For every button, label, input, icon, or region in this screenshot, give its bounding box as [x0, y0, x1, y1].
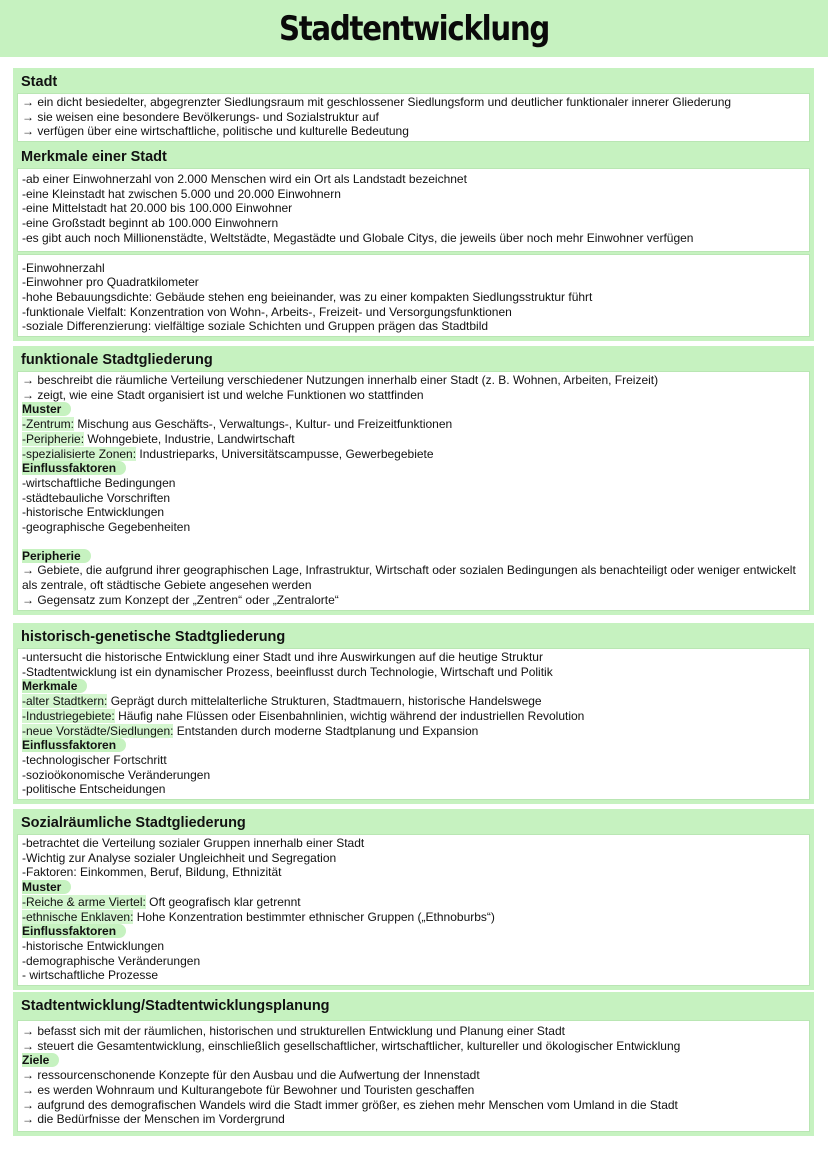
text-line: -sozioökonomische Veränderungen: [22, 767, 211, 782]
text-line: → ressourcenschonende Konzepte für den Ausbau und die Aufwertung der Innenstadt: [22, 1068, 480, 1083]
section-heading: funktionale Stadtgliederung: [21, 352, 213, 368]
highlight-term: -ethnische Enklaven:: [22, 909, 134, 924]
section-planung: [13, 992, 814, 1136]
highlight-term: -Zentrum:: [22, 417, 75, 432]
text-line: [22, 432, 805, 447]
text-line: -soziale Differenzierung: vielfältige soziale Schichten und Gruppen prägen das Stadtbild: [22, 319, 489, 334]
text-line: -eine Kleinstadt hat zwischen 5.000 und 20.000 Einwohnern: [22, 186, 341, 201]
subheading-ziele: Ziele: [22, 1053, 59, 1067]
term-text: Geprägt durch mittelalterliche Strukturen, Stadtmauern, historische Handelswege: [107, 694, 542, 709]
content-box: [17, 93, 810, 142]
highlight-term: -neue Vorstädte/Siedlungen:: [22, 723, 174, 738]
section-heading: Stadt: [21, 74, 58, 90]
subheading-einflussfaktoren: Einflussfaktoren: [22, 924, 126, 938]
content-box: [17, 1020, 810, 1132]
text-line: -Stadtentwicklung ist ein dynamischer Prozess, beeinflusst durch Technologie, Wirtschaft und Politik: [22, 664, 553, 679]
text-line: → beschreibt die räumliche Verteilung verschiedener Nutzungen innerhalb einer Stadt (z. B. Wohnen, Arbeiten, Freizeit): [22, 373, 659, 387]
term-text: Industrieparks, Universitätscampusse, Gewerbegebiete: [136, 446, 434, 461]
text-line: -Faktoren: Einkommen, Beruf, Bildung, Ethnizität: [22, 865, 282, 880]
text-line: -betrachtet die Verteilung sozialer Gruppen innerhalb einer Stadt: [22, 836, 365, 850]
text-line: → befasst sich mit der räumlichen, historischen und strukturellen Entwicklung und Planung einer Stadt: [22, 1024, 565, 1038]
term-text: Häufig nahe Flüssen oder Eisenbahnlinien, wichtig während der industriellen Revolution: [114, 708, 585, 723]
text-line: → steuert die Gesamtentwicklung, einschließlich gesellschaftlicher, wirtschaftlicher, kultureller und ökologischer Entwicklung: [22, 1038, 681, 1053]
text-line: → es werden Wohnraum und Kulturangebote für Bewohner und Touristen geschaffen: [22, 1082, 475, 1097]
text-line: [22, 694, 805, 709]
content-box: [17, 648, 810, 800]
text-line: [22, 910, 805, 925]
section-heading: historisch-genetische Stadtgliederung: [21, 629, 286, 645]
text-line: [22, 709, 805, 724]
term-text: Mischung aus Geschäfts-, Verwaltungs-, Kultur- und Freizeitfunktionen: [74, 417, 453, 432]
term-text: Hohe Konzentration bestimmter ethnischer Gruppen („Ethnoburbs“): [133, 909, 495, 924]
text-line: -funktionale Vielfalt: Konzentration von Wohn-, Arbeits-, Freizeit- und Versorgungsfunktionen: [22, 304, 512, 319]
text-line: -technologischer Fortschritt: [22, 752, 167, 767]
text-line: -historische Entwicklungen: [22, 938, 165, 953]
text-line: [22, 895, 805, 910]
section-funktional: [13, 346, 814, 615]
text-line: → Gegensatz zum Konzept der „Zentren“ oder „Zentralorte“: [22, 592, 339, 607]
subheading-peripherie: Peripherie: [22, 549, 91, 563]
text-line: - wirtschaftliche Prozesse: [22, 968, 159, 983]
highlight-term: -Reiche & arme Viertel:: [22, 894, 146, 909]
section-merkmale: [13, 143, 814, 341]
term-text: Wohngebiete, Industrie, Landwirtschaft: [84, 431, 295, 446]
text-line: -eine Großstadt beginnt ab 100.000 Einwohnern: [22, 216, 279, 231]
section-sozial: [13, 809, 814, 990]
term-text: Oft geografisch klar getrennt: [145, 894, 301, 909]
text-line: [22, 417, 805, 432]
spacer: [22, 535, 805, 549]
highlight-term: -alter Stadtkern:: [22, 694, 108, 709]
title-bar: [0, 0, 828, 57]
section-heading: Stadtentwicklung/Stadtentwicklungsplanung: [21, 998, 330, 1014]
text-line: -politische Entscheidungen: [22, 782, 166, 797]
content-box: [17, 371, 810, 611]
text-line: -Einwohner pro Quadratkilometer: [22, 275, 199, 290]
text-line: -historische Entwicklungen: [22, 505, 165, 520]
text-line: → sie weisen eine besondere Bevölkerungs- und Sozialstruktur auf: [22, 109, 379, 124]
section-stadt: [13, 68, 814, 146]
text-line: -ab einer Einwohnerzahl von 2.000 Menschen wird ein Ort als Landstadt bezeichnet: [22, 172, 467, 186]
text-line: -es gibt auch noch Millionenstädte, Weltstädte, Megastädte und Globale Citys, die jeweils über noch mehr Einwohner verfügen: [22, 230, 694, 245]
content-box: [17, 254, 810, 338]
term-text: Entstanden durch moderne Stadtplanung und Expansion: [173, 723, 479, 738]
subheading-einflussfaktoren: Einflussfaktoren: [22, 461, 126, 475]
text-line: -untersucht die historische Entwicklung einer Stadt und ihre Auswirkungen auf die heutige Struktur: [22, 650, 543, 664]
text-line: -eine Mittelstadt hat 20.000 bis 100.000 Einwohner: [22, 201, 293, 216]
content-box: [17, 168, 810, 252]
text-line: -wirtschaftliche Bedingungen: [22, 475, 176, 490]
page-title: Stadtentwicklung: [278, 9, 550, 49]
text-line: -Einwohnerzahl: [22, 260, 105, 275]
section-heading: Merkmale einer Stadt: [21, 149, 167, 165]
text-line: → verfügen über eine wirtschaftliche, politische und kulturelle Bedeutung: [22, 124, 409, 139]
highlight-term: -spezialisierte Zonen:: [22, 446, 137, 461]
text-line: -demographische Veränderungen: [22, 953, 201, 968]
section-heading: Sozialräumliche Stadtgliederung: [21, 815, 246, 831]
text-line: [22, 724, 805, 739]
subheading-einflussfaktoren: Einflussfaktoren: [22, 738, 126, 752]
text-line: -Wichtig zur Analyse sozialer Ungleichheit und Segregation: [22, 850, 337, 865]
text-line: -geographische Gegebenheiten: [22, 520, 191, 535]
subheading-muster: Muster: [22, 880, 71, 894]
text-line: → aufgrund des demografischen Wandels wird die Stadt immer größer, es ziehen mehr Menschen vom Umland in die Stadt: [22, 1097, 678, 1112]
text-line: [22, 447, 805, 462]
subheading-muster: Muster: [22, 402, 71, 416]
text-line: -städtebauliche Vorschriften: [22, 490, 171, 505]
text-line: → ein dicht besiedelter, abgegrenzter Siedlungsraum mit geschlossener Siedlungsform und deutlicher funktionaler innerer Gliederung: [22, 95, 732, 109]
content-box: [17, 834, 810, 986]
text-line: -hohe Bebauungsdichte: Gebäude stehen eng beieinander, was zu einer kompakten Siedlungsstruktur führt: [22, 289, 593, 304]
text-line: → Gebiete, die aufgrund ihrer geographischen Lage, Infrastruktur, Wirtschaft oder sozialen Bedingungen als benachteiligt oder weniger entwickelt als zentrale, oft städtische Gebiete angesehen werden: [22, 563, 796, 593]
highlight-term: -Industriegebiete:: [22, 708, 115, 723]
subheading-merkmale: Merkmale: [22, 679, 87, 693]
text-line: → die Bedürfnisse der Menschen im Vordergrund: [22, 1112, 285, 1127]
text-line: → zeigt, wie eine Stadt organisiert ist und welche Funktionen wo stattfinden: [22, 387, 424, 402]
highlight-term: -Peripherie:: [22, 431, 85, 446]
section-historisch: [13, 623, 814, 804]
